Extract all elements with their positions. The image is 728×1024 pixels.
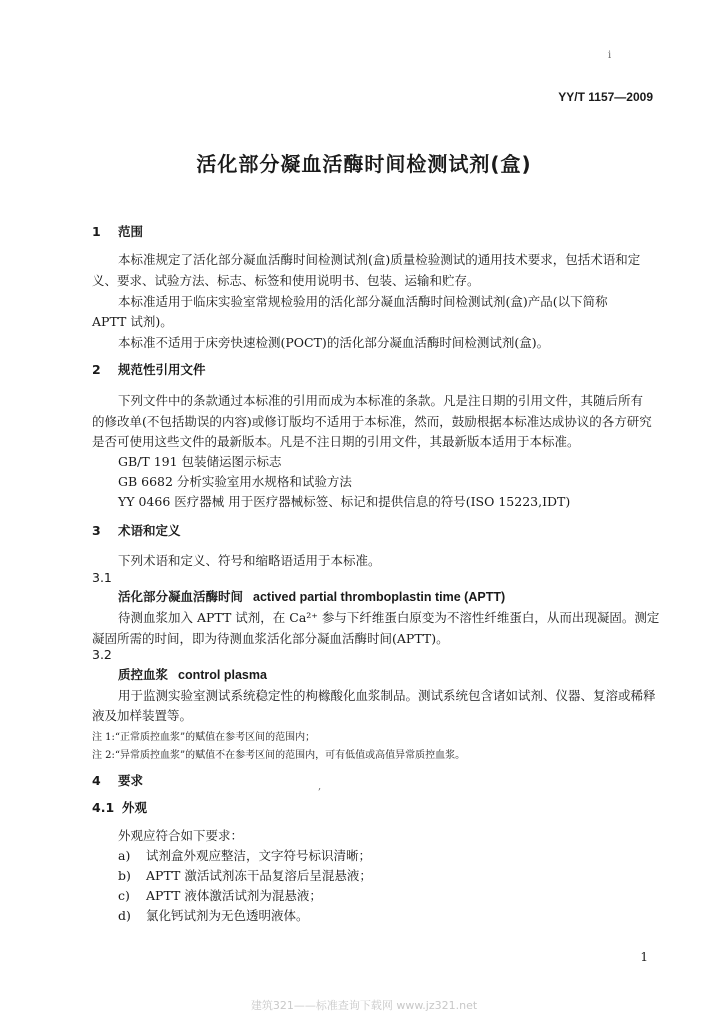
- note: 注 2:“异常质控血浆”的赋值不在参考区间的范围内，可有低值或高值异常质控血浆。: [92, 750, 466, 761]
- watermark: 建筑321——标准查询下载网 www.jz321.net: [250, 999, 478, 1012]
- paragraph: 本标准规定了活化部分凝血活酶时间检测试剂(盒)质量检验测试的通用技术要求，包括术语和定: [118, 252, 641, 267]
- subsection-heading: 4.1 外观: [92, 800, 148, 815]
- scan-mark: ,: [318, 781, 322, 792]
- scan-mark: i: [608, 50, 612, 61]
- section-3-heading: 3 术语和定义: [92, 523, 181, 538]
- paragraph: 的修改单(不包括勘误的内容)或修订版均不适用于本标准，然而，鼓励根据本标准达成协议的各方研究: [92, 414, 652, 429]
- section-2-heading: 2 规范性引用文件: [92, 362, 206, 377]
- section-4-heading: 4 要求: [92, 773, 144, 788]
- paragraph: 是否可使用这些文件的最新版本。凡是不注日期的引用文件，其最新版本适用于本标准。: [92, 434, 580, 449]
- term-number: 3.1: [92, 570, 112, 585]
- document-title: 活化部分凝血活酶时间检测试剂(盒): [196, 152, 532, 176]
- paragraph: 凝固所需的时间，即为待测血浆活化部分凝血活酶时间(APTT)。: [92, 631, 449, 646]
- paragraph: 下列术语和定义、符号和缩略语适用于本标准。: [118, 553, 381, 568]
- paragraph: 本标准适用于临床实验室常规检验用的活化部分凝血活酶时间检测试剂(盒)产品(以下简称: [118, 294, 608, 309]
- reference-item: YY 0466 医疗器械 用于医疗器械标签、标记和提供信息的符号(ISO 15223,IDT): [118, 494, 571, 509]
- list-item: a) 试剂盒外观应整洁，文字符号标识清晰；: [118, 848, 372, 863]
- list-item: b) APTT 激活试剂冻干品复溶后呈混悬液；: [118, 868, 372, 883]
- paragraph: 义、要求、试验方法、标志、标签和使用说明书、包装、运输和贮存。: [92, 273, 480, 288]
- paragraph: APTT 试剂)。: [92, 314, 173, 329]
- paragraph: 待测血浆加入 APTT 试剂，在 Ca²⁺ 参与下纤维蛋白原变为不溶性纤维蛋白，从而出现凝固。测定: [118, 610, 660, 625]
- paragraph: 外观应符合如下要求：: [118, 828, 244, 843]
- list-item: d) 氯化钙试剂为无色透明液体。: [118, 908, 309, 923]
- term-heading: 活化部分凝血活酶时间 actived partial thromboplastin time (APTT): [118, 589, 506, 604]
- paragraph: 本标准不适用于床旁快速检测(POCT)的活化部分凝血活酶时间检测试剂(盒)。: [118, 335, 550, 350]
- paragraph: 下列文件中的条款通过本标准的引用而成为本标准的条款。凡是注日期的引用文件，其随后所有: [118, 393, 644, 408]
- reference-item: GB 6682 分析实验室用水规格和试验方法: [118, 474, 352, 489]
- page-number: 1: [640, 950, 648, 964]
- document-code: YY/T 1157—2009: [558, 90, 653, 104]
- note: 注 1:“正常质控血浆”的赋值在参考区间的范围内；: [92, 732, 316, 743]
- term-heading: 质控血浆 control plasma: [118, 667, 267, 682]
- paragraph: 液及加样装置等。: [92, 708, 193, 723]
- list-item: c) APTT 液体激活试剂为混悬液；: [118, 888, 322, 903]
- reference-item: GB/T 191 包装储运图示标志: [118, 454, 282, 469]
- paragraph: 用于监测实验室测试系统稳定性的枸橼酸化血浆制品。测试系统包含诸如试剂、仪器、复溶或稀释: [118, 688, 656, 703]
- section-1-heading: 1 范围: [92, 224, 144, 239]
- term-number: 3.2: [92, 647, 112, 662]
